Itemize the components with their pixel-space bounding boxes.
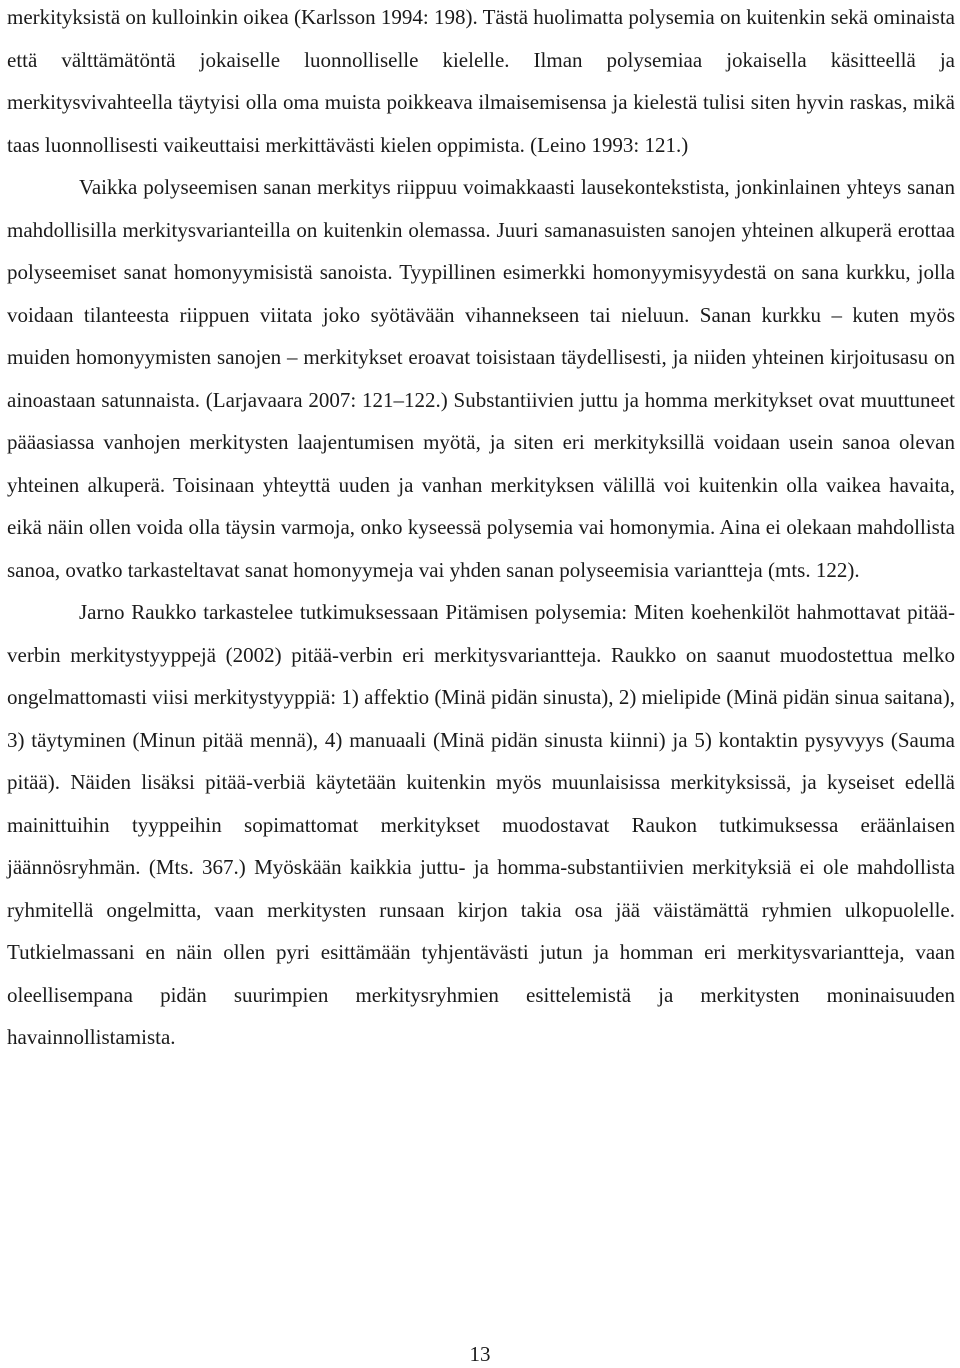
- paragraph-3: Jarno Raukko tarkastelee tutkimuksessaan Pitämisen polysemia: Miten koehenkilöt hahmottavat pitää-verbin merkitystyyppejä (2002) pitää-verbin eri merkitysvariantteja. Raukko on saanut muodostettua melko ongelmattomasti viisi merkitystyyppiä: 1) affektio (Minä pidän sinusta), 2) mielipide (Minä pidän sinua saitana), 3) täytyminen (Minun pitää mennä), 4) manuaali (Minä pidän sinusta kiinni) ja 5) kontaktin pysyvyys (Sauma pitää). Näiden lisäksi pitää-verbiä käytetään kuitenkin myös muunlaisissa merkityksissä, ja kyseiset edellä mainittuihin tyyppeihin sopimattomat merkitykset muodostavat Raukon tutkimuksessa eräänlaisen jäännösryhmän. (Mts. 367.) Myöskään kaikkia juttu- ja homma-substantiivien merkityksiä ei ole mahdollista ryhmitellä ongelmitta, vaan merkitysten runsaan kirjon takia osa jää väistämättä ryhmien ulkopuolelle. Tutkielmassani en näin ollen pyri esittämään tyhjentävästi jutun ja homman eri merkitysvariantteja, vaan oleellisempana pidän suurimpien merkitysryhmien esittelemistä ja merkitysten moninaisuuden havainnollistamista.: [7, 600, 955, 1049]
- page-number: 13: [469, 1342, 491, 1366]
- body-text: [7, 0, 955, 1059]
- paragraph-2: Vaikka polyseemisen sanan merkitys riippuu voimakkaasti lausekontekstista, jonkinlainen yhteys sanan mahdollisilla merkitysvarianteilla on kuitenkin olemassa. Juuri samanasuisten sanojen yhteinen alkuperä erottaa polyseemiset sanat homonyymisistä sanoista. Tyypillinen esimerkki homonyymisyydestä on sana kurkku, jolla voidaan tilanteesta riippuen viitata joko syötävään vihannekseen tai nieluun. Sanan kurkku – kuten myös muiden homonyymisten sanojen – merkitykset eroavat toisistaan täydellisesti, ja niiden yhteinen kirjoitusasu on ainoastaan satunnaista. (Larjavaara 2007: 121–122.) Substantiivien juttu ja homma merkitykset ovat muuttuneet pääasiassa vanhojen merkitysten laajentumisen myötä, ja siten eri merkityksillä voidaan usein sanoa olevan yhteinen alkuperä. Toisinaan yhteyttä uuden ja vanhan merkityksen välillä voi kuitenkin olla vaikea havaita, eikä näin ollen voida olla täysin varmoja, onko kyseessä polysemia vai homonymia. Aina ei olekaan mahdollista sanoa, ovatko tarkasteltavat sanat homonyymeja vai yhden sanan polyseemisia variantteja (mts. 122).: [7, 175, 955, 582]
- paragraph-1: merkityksistä on kulloinkin oikea (Karlsson 1994: 198). Tästä huolimatta polysemia on kuitenkin sekä ominaista että välttämätöntä jokaiselle luonnolliselle kielelle. Ilman polysemiaa jokaisella käsitteellä ja merkitysvivahteella täytyisi olla oma muista poikkeava ilmaisemisensa ja kielestä tulisi siten hyvin raskas, mikä taas luonnollisesti vaikeuttaisi merkittävästi kielen oppimista. (Leino 1993: 121.): [7, 5, 955, 157]
